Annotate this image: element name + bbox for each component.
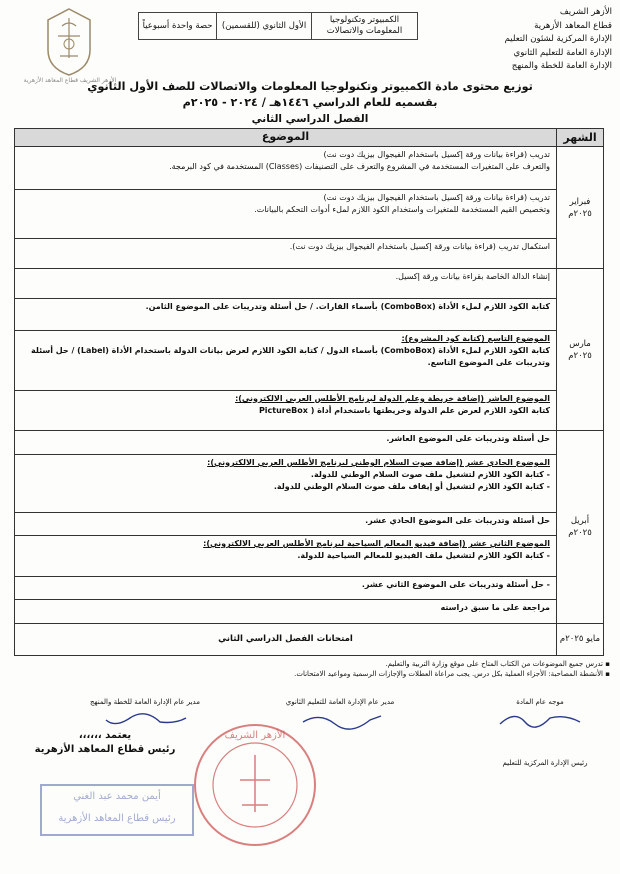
month-header: الشهر [557,129,604,147]
document-subtitle: بقسميه للعام الدراسي ١٤٤٦هـ / ٢٠٢٤ - ٢٠٢٥م [182,96,438,109]
table-row: تدريب (قراءة بيانات ورقة إكسيل باستخدام الفيجوال بيزيك دوت نت) والتعرف على المتغيرات المستخدمة في المشروع والتعرف على التصنيفات (Classes) المستخدمة في كود البرمجة. [15,147,557,190]
table-row: حل أسئلة وتدريبات على الموضوع الحادي عشر. [15,512,557,536]
document-title: توزيع محتوى مادة الكمبيوتر وتكنولوجيا المعلومات والاتصالات للصف الأول الثانوي [87,80,533,93]
table-row: مراجعة على ما سبق دراسته [15,600,557,624]
table-row: حل أسئلة وتدريبات على الموضوع العاشر. [15,431,557,455]
month-cell-mar: مارس ٢٠٢٥م [557,269,604,431]
subject-cell: الكمبيوتر وتكنولوجيا المعلومات والاتصالات [311,13,417,40]
logo-caption: الأزهر الشريف قطاع المعاهد الأزهرية [23,77,117,84]
month-cell-feb: فبراير ٢٠٢٥م [557,147,604,269]
grade-cell: الأول الثانوي (للقسمين) [217,13,312,40]
info-table [138,12,418,40]
syllabus-table [14,128,604,656]
red-seal-text: الأزهر الشريف [224,730,286,741]
signature-central-admin: رئيس الإدارة المركزية للتعليم [502,759,588,767]
table-row: كتابة الكود اللازم لملء الأداة (ComboBox) بأسماء القارات. / حل أسئلة وتدريبات على الموضوع الثامن. [15,298,557,330]
table-row: الموضوع العاشر (إضافة خريطة وعلم الدولة لبرنامج الأطلس العربي الالكتروني): كتابة الكود اللازم لعرض علم الدولة وخريطتها باستخدام أداة ( PictureBox [15,390,557,431]
signature-plan-director: مدير عام الإدارة العامة للخطة والمنهج [60,697,230,736]
table-row: - حل أسئلة وتدريبات على الموضوع الثاني عشر. [15,576,557,600]
handwritten-signature-icon [495,708,585,732]
header-line: قطاع المعاهد الأزهرية [534,20,612,31]
blue-stamp: أيمن محمد عبد الغني رئيس قطاع المعاهد الأزهرية [40,784,194,836]
table-row: تدريب (قراءة بيانات ورقة إكسيل باستخدام الفيجوال بيزيك دوت نت) وتخصيص القيم المستخدمة للمتغيرات واستخدام الكود اللازم لملء أدوات التحكم بالبيانات. [15,189,557,238]
header-line: الإدارة المركزية لشئون التعليم [504,34,612,44]
topic-header: الموضوع [15,129,557,147]
signature-subject-inspector: موجه عام المادة [490,697,590,736]
red-seal-icon [190,720,320,850]
table-row: استكمال تدريب (قراءة بيانات ورقة إكسيل باستخدام الفيجوال بيزيك دوت نت). [15,239,557,269]
exam-row: امتحانات الفصل الدراسي الثاني [15,623,557,655]
note-item: ▪ الأنشطة المصاحبة: الأجزاء العملية بكل درس. يجب مراعاة العطلات والإجازات الرسمية ومواعيد الامتحانات. [50,669,610,679]
table-row: إنشاء الدالة الخاصة بقراءة بيانات ورقة إكسيل. [15,269,557,299]
table-row: الموضوع الثاني عشر (إضافة فيديو المعالم السياحية لبرنامج الأطلس العربي الالكتروني): - كتابة الكود اللازم لتشغيل ملف الفيديو للمعالم السياحية للدولة. [15,536,557,577]
header-line: الأزهر الشريف [559,7,612,17]
term-label: الفصل الدراسي الثاني [251,113,369,125]
table-row: الموضوع الحادي عشر (إضافة صوت السلام الوطني لبرنامج الأطلس العربي الالكتروني): - كتابة الكود اللازم لتشغيل ملف صوت السلام الوطني للدولة. - كتابة الكود اللازم لتشغيل أو إيقاف ملف صوت السلام الوطني للدولة. [15,454,557,512]
header-line: الإدارة العامة للخطة والمنهج [511,61,612,71]
month-cell-may: مايو ٢٠٢٥م [557,623,604,655]
table-row: الموضوع التاسع (كتابة كود المشروع): كتابة الكود اللازم لملء الأداة (ComboBox) بأسماء الدول / كتابة الكود اللازم لعرض بيانات الدولة باستخدام الأداة (Label) / حل أسئلة وتدريبات على الموضوع التاسع. [15,331,557,391]
header-line: الإدارة العامة للتعليم الثانوي [513,47,612,58]
approval-block: يعتمد ،،،،،، رئيس قطاع المعاهد الأزهرية [34,730,176,755]
header-block [442,6,612,74]
signature-secondary-director: مدير عام الإدارة العامة للتعليم الثانوي [260,697,420,736]
notes-block [50,659,610,679]
azhar-logo-icon [40,6,98,78]
note-item: ▪ تدرس جميع الموضوعات من الكتاب المتاح على موقع وزارة التربية والتعليم. [50,659,610,669]
periods-cell: حصة واحدة أسبوعياً [139,13,217,40]
month-cell-apr: أبريل ٢٠٢٥م [557,431,604,623]
